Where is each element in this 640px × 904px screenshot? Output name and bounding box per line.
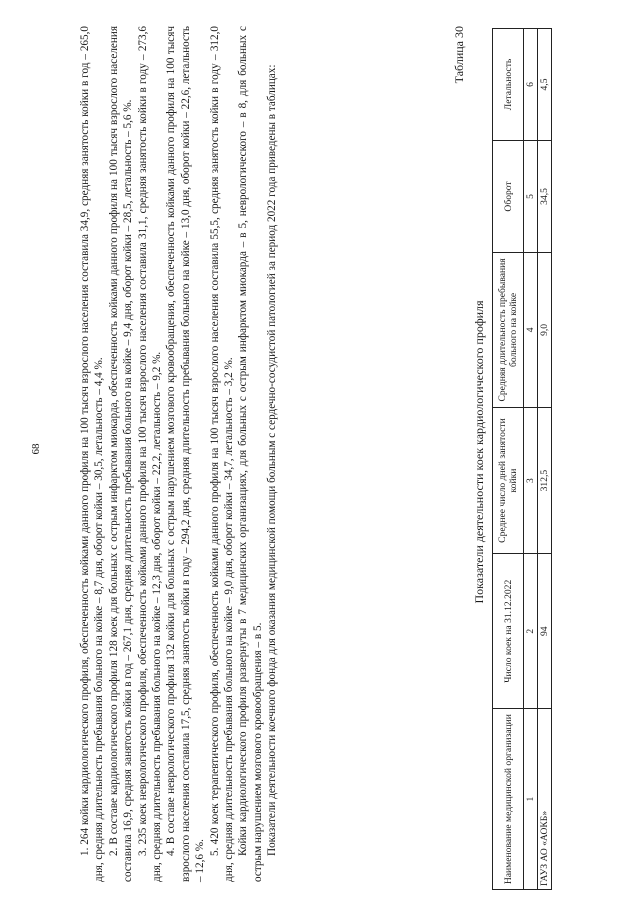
mortality-cell: 4,5 bbox=[538, 29, 552, 141]
rotated-page bbox=[20, 12, 620, 892]
paragraph: 4. В составе неврологического профиля 132 койки для больных с острым нарушением мозгового кровообращения, обеспеченность койками данного профиля на 100 тысяч взрослого населения составила 17,5, средняя занятость койки в году – 294,2 дня, средняя длительность пребывания больного на койке – 13,0 дня, оборот койки – 22,6, летальность – 12,6 %. bbox=[165, 26, 207, 882]
column-number: 5 bbox=[524, 140, 538, 252]
organization-cell: ГАУЗ АО «АОКБ» bbox=[538, 709, 552, 890]
column-number: 6 bbox=[524, 29, 538, 141]
column-header: Наименование медицинской организации bbox=[493, 709, 524, 890]
paragraph: Показатели деятельности коечного фонда для оказания медицинской помощи больным с сердечно-сосудистой патологией за период 2022 года приведены в таблицах: bbox=[266, 64, 279, 856]
column-header: Оборот bbox=[493, 140, 524, 252]
column-header: Летальность bbox=[493, 29, 524, 141]
page-number: 68 bbox=[30, 443, 42, 455]
beds-table bbox=[492, 28, 552, 890]
table-row bbox=[538, 29, 552, 890]
turnover-cell: 34,5 bbox=[538, 140, 552, 252]
column-number: 1 bbox=[524, 709, 538, 890]
paragraph: 1. 264 койки кардиологического профиля, обеспеченность койками данного профиля на 100 тысяч взрослого населения составила 34,9, средняя занятость койки в год – 265,0 дня, средняя длительность пребывания больного на койке – 8,7 дня, оборот койки – 30,5, летальность – 4,4 %. bbox=[79, 26, 106, 882]
column-number: 2 bbox=[524, 554, 538, 709]
column-header: Средняя длительность пребывания больного на койке bbox=[493, 252, 524, 407]
column-number: 3 bbox=[524, 407, 538, 553]
paragraph: 3. 235 коек неврологического профиля, обеспеченность койками данного профиля на 100 тысяч взрослого населения составила 31,1, средняя занятость койки в году – 273,6 дня, средняя длительность пребывания больного на койке – 12,3 дня, оборот койки – 22,2, летальность – 9,2 %. bbox=[136, 26, 164, 882]
beds-count-cell: 94 bbox=[538, 554, 552, 709]
occupancy-days-cell: 312,5 bbox=[538, 407, 552, 553]
paragraph: Койки кардиологического профиля развернуты в 7 медицинских организациях, для больных с острым инфарктом миокарда – в 5, неврологического – в 8, для больных с острым нарушением мозгового кровообращения – в 5. bbox=[237, 26, 264, 882]
table-header-row bbox=[493, 29, 524, 890]
paragraph: 2. В составе кардиологического профиля 128 коек для больных с острым инфарктом миокарда, обеспеченность койками данного профиля на 100 тысяч взрослого населения составила 16,9, средняя занятость койки в год – 267,1 дня, средняя длительность пребывания больного на койке – 9,4 дня, оборот койки – 28,5, летальность – 5,6 %. bbox=[107, 26, 135, 882]
column-header: Среднее число дней занятости койки bbox=[493, 407, 524, 553]
table-title: Показатели деятельности коек кардиологического профиля bbox=[472, 300, 486, 604]
avg-stay-cell: 9,0 bbox=[538, 252, 552, 407]
column-header: Число коек на 31.12.2022 bbox=[493, 554, 524, 709]
body-text bbox=[78, 26, 280, 882]
paragraph: 5. 420 коек терапевтического профиля, обеспеченность койками данного профиля на 100 тысяч взрослого населения составила 55,5, средняя занятость койки в году – 312,0 дня, средняя длительность пребывания больного на койке – 9,0 дня, оборот койки – 34,7, летальность – 3,2 %. bbox=[208, 26, 236, 882]
table-label: Таблица 30 bbox=[452, 26, 466, 84]
column-number-row bbox=[524, 29, 538, 890]
column-number: 4 bbox=[524, 252, 538, 407]
